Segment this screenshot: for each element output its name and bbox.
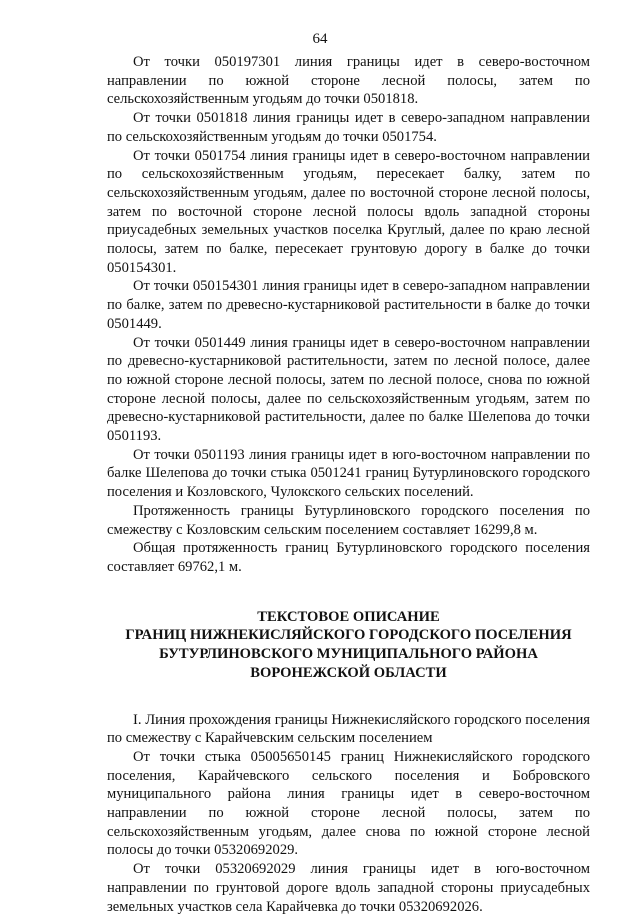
paragraph: От точки 0501818 линия границы идет в северо-западном направлении по сельскохозяйственным угодьям до точки 0501754. <box>107 110 590 145</box>
paragraph: I. Линия прохождения границы Нижнекисляйского городского поселения по смежеству с Карайчевским сельским поселением <box>107 711 590 747</box>
paragraph: От точки стыка 05005650145 границ Нижнекисляйского городского поселения, Карайчевского сельского поселения и Бобровского муниципального района линия границы идет в северо-восточном направлении по южной стороне лесной полосы, затем по сельскохозяйственным угодьям, далее снова по южной стороне лесной полосы до точки 05320692029. <box>107 748 590 859</box>
paragraph: От точки 050197301 линия границы идет в северо-восточном направлении по южной стороне лесной полосы, затем по сельскохозяйственным угодьям до точки 0501818. <box>107 54 590 108</box>
heading-line: ГРАНИЦ НИЖНЕКИСЛЯЙСКОГО ГОРОДСКОГО ПОСЕЛЕНИЯ <box>125 627 572 644</box>
paragraph: От точки 0501193 линия границы идет в юго-восточном направлении по балке Шелепова до точки стыка 0501241 границ Бутурлиновского городского поселения и Козловского, Чулокского сельских поселений. <box>107 446 590 501</box>
heading-line: ТЕКСТОВОЕ ОПИСАНИЕ <box>257 608 440 625</box>
heading-line: БУТУРЛИНОВСКОГО МУНИЦИПАЛЬНОГО РАЙОНА <box>159 646 538 663</box>
heading-line: ВОРОНЕЖСКОЙ ОБЛАСТИ <box>250 664 447 681</box>
paragraph: Общая протяженность границ Бутурлиновского городского поселения составляет 69762,1 м. <box>107 540 590 575</box>
paragraph: От точки 0501449 линия границы идет в северо-восточном направлении по древесно-кустарниковой растительности, затем по лесной полосе, далее по южной стороне лесной полосы, затем по лесной полосе, снова по южной стороне лесной полосы, далее по сельскохозяйственным угодьям, затем по древесно-кустарниковой растительности, далее по балке Шелепова до точки 0501193. <box>107 334 590 445</box>
paragraph: Протяженность границы Бутурлиновского городского поселения по смежеству с Козловским сельским поселением составляет 16299,8 м. <box>107 502 590 538</box>
document-body <box>107 53 590 916</box>
section-heading <box>107 608 590 683</box>
paragraph: От точки 0501754 линия границы идет в северо-восточном направлении по сельскохозяйственным угодьям, пересекает балку, затем по сельскохозяйственным угодьям, далее по восточной стороне лесной полосы, затем по восточной стороне лесной полосы вдоль западной стороны приусадебных земельных участков поселка Круглый, далее по краю лесной полосы, затем по балке, пересекает грунтовую дорогу в балке до точки 050154301. <box>107 147 590 276</box>
paragraph: От точки 05320692029 линия границы идет в юго-восточном направлении по грунтовой дороге вдоль западной стороны приусадебных земельных участков села Карайчевка до точки 05320692026. <box>107 861 590 915</box>
page-number: 64 <box>312 31 328 47</box>
paragraph: От точки 050154301 линия границы идет в северо-западном направлении по балке, затем по древесно-кустарниковой растительности в балке до точки 0501449. <box>107 278 590 332</box>
